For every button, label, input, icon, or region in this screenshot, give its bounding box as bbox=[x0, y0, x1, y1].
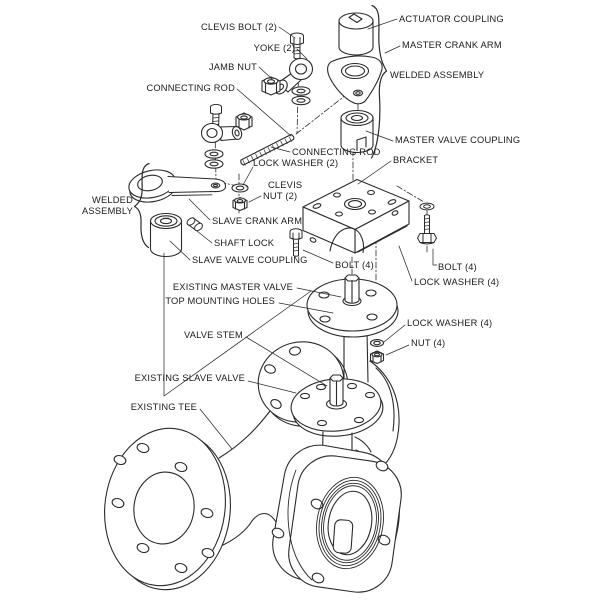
label-lock-washer-2: LOCK WASHER (2) bbox=[253, 158, 339, 168]
master-crank-arm-part bbox=[328, 56, 383, 104]
clevis-nut-glyph bbox=[233, 198, 247, 211]
label-welded-left-line2: ASSEMBLY bbox=[81, 205, 133, 216]
slave-valve-coupling-part bbox=[151, 214, 182, 257]
label-clevis-nut-line1: CLEVIS bbox=[268, 180, 303, 190]
slave-valve-stem bbox=[327, 375, 347, 409]
yoke-part-2 bbox=[202, 124, 244, 143]
master-valve-stem bbox=[343, 275, 361, 306]
actuator-coupling-part bbox=[339, 13, 373, 55]
label-slave-crank-arm: SLAVE CRANK ARM bbox=[212, 216, 303, 226]
butterfly-valve-body bbox=[267, 439, 406, 596]
label-top-mounting-holes: TOP MOUNTING HOLES bbox=[165, 296, 275, 306]
label-bracket: BRACKET bbox=[393, 155, 439, 165]
lock-washer-nut-glyphs bbox=[371, 340, 384, 364]
label-welded-assembly-left bbox=[82, 195, 133, 216]
alignment-centerlines bbox=[215, 50, 427, 287]
label-existing-tee: EXISTING TEE bbox=[130, 402, 197, 412]
label-actuator-coupling: ACTUATOR COUPLING bbox=[399, 14, 504, 24]
label-master-valve-coupling: MASTER VALVE COUPLING bbox=[395, 135, 521, 145]
label-clevis-bolt: CLEVIS BOLT (2) bbox=[200, 22, 277, 32]
label-welded-left-line1: WELDED bbox=[92, 195, 133, 205]
label-connecting-rod-upper: CONNECTING ROD bbox=[146, 83, 235, 93]
label-lock-washer-4-upper: LOCK WASHER (4) bbox=[414, 277, 500, 287]
label-nut-4: NUT (4) bbox=[411, 338, 446, 348]
slave-crank-arm-part bbox=[126, 166, 225, 206]
shaft-lock-part bbox=[186, 216, 204, 232]
label-existing-master-valve: EXISTING MASTER VALVE bbox=[172, 282, 293, 292]
label-lock-washer-4-lower: LOCK WASHER (4) bbox=[407, 318, 493, 328]
label-shaft-lock: SHAFT LOCK bbox=[214, 238, 275, 248]
label-bolt-side: BOLT (4) bbox=[438, 262, 477, 272]
label-bolt-front: BOLT (4) bbox=[335, 260, 374, 270]
lock-washer-2-glyph bbox=[232, 184, 248, 192]
label-clevis-nut bbox=[263, 180, 302, 201]
tee-inlet-flange bbox=[95, 420, 241, 597]
label-connecting-rod-lower: CONNECTING ROD bbox=[292, 147, 381, 157]
label-slave-valve-coupling: SLAVE VALVE COUPLING bbox=[192, 255, 308, 265]
existing-master-valve-flange bbox=[307, 275, 398, 337]
label-yoke: YOKE (2) bbox=[253, 43, 295, 53]
label-jamb-nut: JAMB NUT bbox=[208, 62, 257, 72]
label-valve-stem: VALVE STEM bbox=[183, 330, 243, 340]
bracket-bolt-front bbox=[290, 229, 302, 257]
label-clevis-nut-line2: NUT (2) bbox=[263, 190, 298, 201]
bracket-part bbox=[303, 180, 409, 254]
label-existing-slave-valve: EXISTING SLAVE VALVE bbox=[134, 373, 245, 383]
washer-pair-2 bbox=[205, 150, 223, 168]
label-welded-assembly-right: WELDED ASSEMBLY bbox=[390, 70, 485, 80]
jamb-nut-part bbox=[262, 77, 280, 95]
label-master-crank-arm: MASTER CRANK ARM bbox=[402, 40, 502, 50]
bracket-bolt-side bbox=[418, 203, 437, 244]
washer-pair-1 bbox=[292, 87, 310, 105]
master-valve-neck bbox=[344, 331, 368, 382]
valve-disc bbox=[333, 519, 353, 553]
